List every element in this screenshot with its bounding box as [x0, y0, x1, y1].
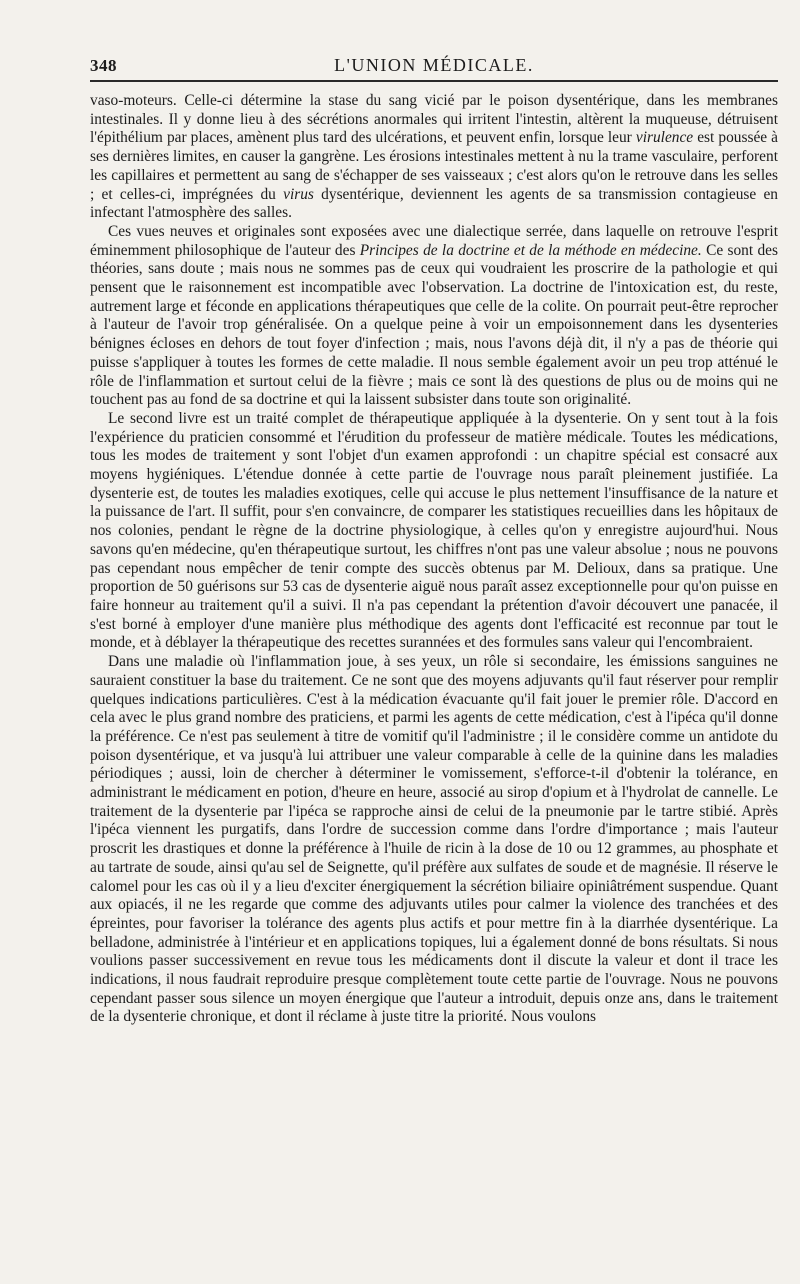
text-segment: est poussée à ses dernières limites, en causer la gangrène. Les érosions intestinales mettent à nu la trame vasculaire, perforent les capillaires et permettent au sang de s'échapper de ses vaisseaux ; c'est alors qu'on le retrouve dans les selles ; et celles-ci, imprégnées du	[90, 129, 779, 203]
running-head	[90, 50, 778, 80]
paragraph	[90, 92, 778, 223]
paragraph	[90, 653, 778, 1027]
text-segment: Le second livre est un traité complet de thérapeutique appliquée à la dysenterie. On y sent tout à la fois l'expérience du praticien consommé et l'érudition du professeur de matière médicale. Toutes les médications, tous les modes de traitement y sont l'objet d'un examen approfondi : un chapitre spécial est consacré aux moyens hygiéniques. L'étendue donnée à cette partie de l'ouvrage nous paraît pleinement justifiée. La dysenterie est, de toutes les maladies exotiques, celle qui accuse le plus nettement l'insuffisance de la nature et la puissance de l'art. Il suffit, pour s'en convaincre, de comparer les statistiques recueillies dans les hôpitaux de nos colonies, pendant le règne de la doctrine physiologique, à celles qu'on y enregistre aujourd'hui. Nous savons qu'en médecine, qu'en thérapeutique surtout, les chiffres n'ont pas une valeur absolue ; nous ne pouvons pas cependant nous empêcher de tenir compte des succès obtenus par M. Delioux, dans sa pratique. Une proportion de 50 guérisons sur 53 cas de dysenterie aiguë nous paraît assez exceptionnelle pour qu'on puisse en faire honneur au traitement qu'il a suivi. Il n'a pas cependant la prétention d'avoir découvert une panacée, il s'est borné à employer d'une manière plus méthodique des agents dont l'efficacité est reconnue par tout le monde, et à déblayer la thérapeutique des recettes surannées et des formules sans valeur qui l'encombraient.	[90, 409, 778, 652]
text-segment: Ces vues neuves et originales sont exposées avec une dialectique serrée, dans laquelle on retrouve l'esprit éminemment philosophique de l'auteur des	[90, 222, 778, 259]
italic-text: virus	[283, 185, 314, 203]
text-segment: vaso-moteurs. Celle-ci détermine la stase du sang vicié par le poison dysentérique, dans les membranes intestinales. Il y donne lieu à des sécrétions anormales qui irritent l'intestin, altèrent la muqueuse, détruisent l'épithélium par places, amènent plus tard des ulcérations, et peuvent enfin, lorsque leur	[90, 92, 778, 147]
article-body	[90, 92, 778, 1027]
italic-text: Principes de la doctrine et de la méthode en médecine.	[359, 241, 702, 259]
header-rule	[90, 80, 778, 82]
paragraph	[90, 410, 778, 653]
text-segment: Dans une maladie où l'inflammation joue, à ses yeux, un rôle si secondaire, les émissions sanguines ne sauraient constituer la base du traitement. Ce ne sont que des moyens adjuvants qu'il faut réserver pour remplir quelques indications particulières. C'est à la médication évacuante qu'il fait jouer le premier rôle. D'accord en cela avec le plus grand nombre des praticiens, et parmi les agents de cette médication, c'est à l'ipéca qu'il donne la préférence. Ce n'est pas seulement à titre de vomitif qu'il l'administre ; il le considère comme un antidote du poison dysentérique, et va jusqu'à lui attribuer une valeur comparable à celle de la quinine dans les maladies périodiques ; aussi, loin de chercher à déterminer le vomissement, s'efforce-t-il d'obtenir la tolérance, en administrant le médicament en potion, d'heure en heure, associé au sirop d'opium et à l'hydrolat de cannelle. Le traitement de la dysenterie par l'ipéca se rapproche ainsi de celui de la pneumonie par le tartre stibié. Après l'ipéca viennent les purgatifs, dans l'ordre de succession comme dans l'ordre d'importance ; mais l'auteur proscrit les drastiques et donne la préférence à l'huile de ricin à la dose de 10 ou 12 grammes, au phosphate et au tartrate de soude, ainsi qu'au sel de Seignette, qu'il préfère aux sulfates de soude et de magnésie. Il réserve le calomel pour les cas où il y a lieu d'exciter énergiquement la sécrétion biliaire opiniâtrément suspendue. Quant aux opiacés, il ne les regarde que comme des adjuvants utiles pour calmer la violence des tranchées et des épreintes, pour favoriser la tolérance des agents plus actifs et pour mettre fin à la diarrhée dysentérique. La belladone, administrée à l'intérieur et en applications topiques, lui a également donné de bons résultats. Si nous voulions passer successivement en revue tous les médicaments dont il discute la valeur et dont il trace les indications, il nous faudrait reproduire presque complètement toute cette partie de l'ouvrage. Nous ne pouvons cependant passer sous silence un moyen énergique que l'auteur a introduit, depuis onze ans, dans le traitement de la dysenterie chronique, et dont il réclame à juste titre la priorité. Nous voulons	[90, 653, 778, 1026]
italic-text: virulence	[635, 129, 694, 147]
page-number: 348	[90, 56, 117, 75]
journal-title: L'UNION MÉDICALE.	[334, 55, 534, 75]
text-segment: dysentérique, deviennent les agents de sa transmission contagieuse en infectant l'atmosphère des salles.	[90, 185, 778, 222]
text-segment: Ce sont des théories, sans doute ; mais nous ne sommes pas de ceux qui voudraient les proscrire de la pathologie et qui pensent que le raisonnement est incompatible avec l'observation. La doctrine de l'intoxication est, du reste, autrement large et féconde en applications thérapeutiques que celle de la colite. On pourrait peut-être reprocher à l'auteur de l'avoir trop généralisée. On a quelque peine à voir un empoisonnement dans les dysenteries bénignes écloses en dehors de tout foyer d'infection ; mais, nous l'avons déjà dit, il n'y a pas de théorie qui puisse s'appliquer à toutes les formes de cette maladie. Il nous semble également avoir un peu trop atténué le rôle de l'inflammation et surtout celui de la fièvre ; mais ce sont là des questions de plus ou de moins qui ne touchent pas au fond de sa doctrine et qui la laissent subsister dans toute son originalité.	[90, 241, 778, 409]
paragraph	[90, 223, 778, 410]
